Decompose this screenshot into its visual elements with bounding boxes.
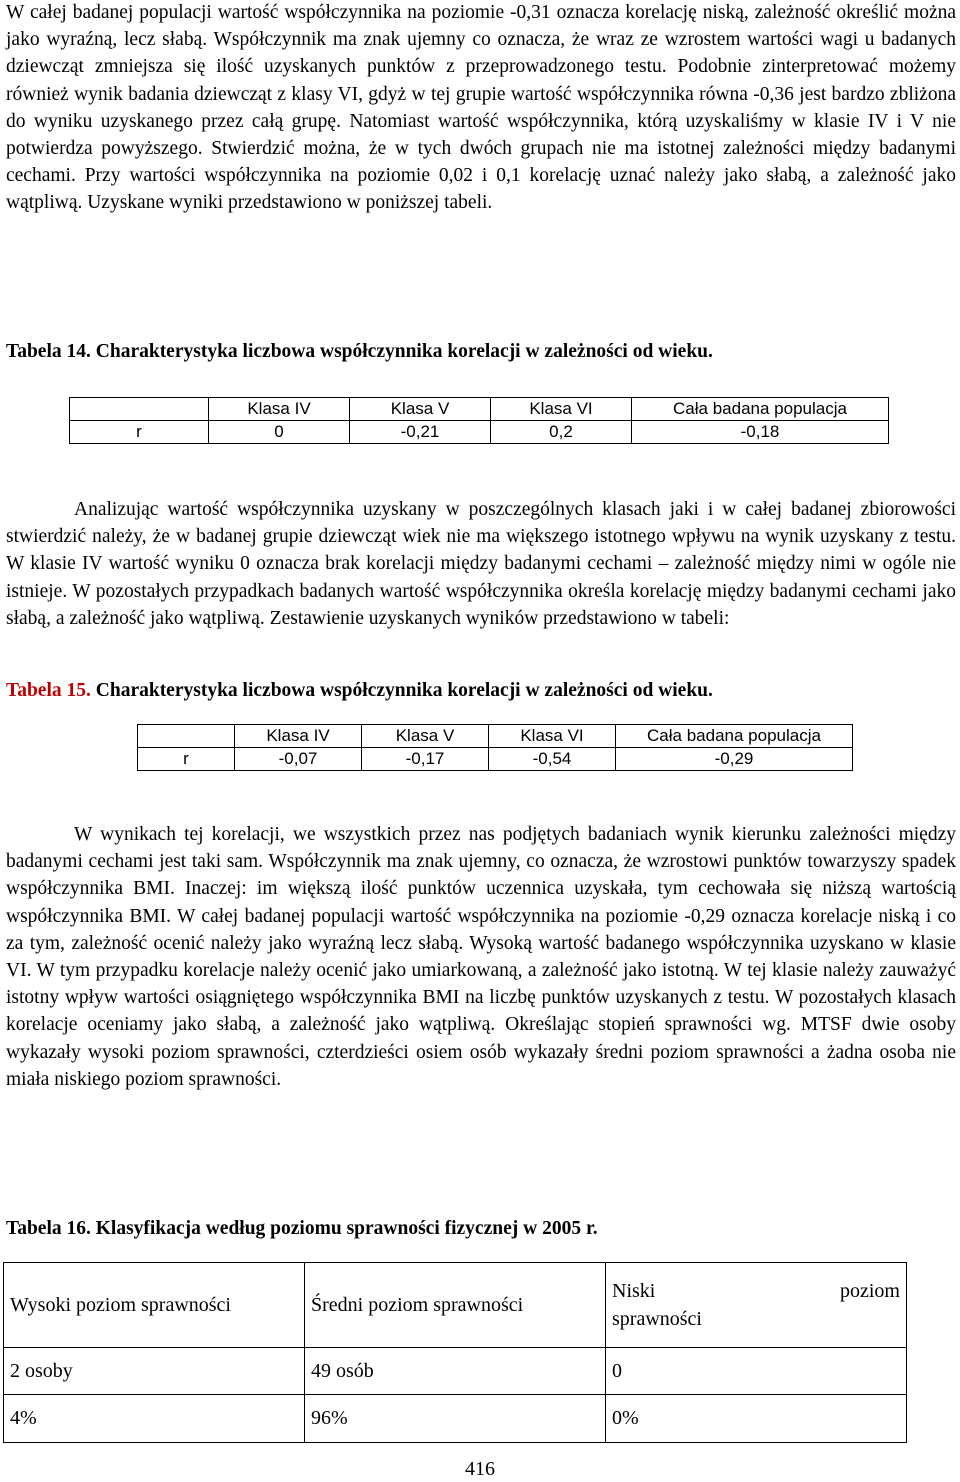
paragraph-1: W całej badanej populacji wartość współczynnika na poziomie -0,31 oznacza korelację niską, zależność określić można jako wyraźną, lecz słabą. Współczynnik ma znak ujemny co oznacza, że wraz ze wzrostem wartości wagi u badanych dziewcząt zmniejsza się ilość uzyskanych punktów z przeprowadzonego testu. Podobnie zinterpretować możemy również wynik badania dziewcząt z klasy VI, gdyż w tej grupie wartość współczynnika równa -0,36 jest bardzo zbliżona do wyniku uzyskanego przez całą grupę. Natomiast wartość współczynnika, którą uzyskaliśmy w klasie IV i V nie potwierdza powyższego. Stwierdzić można, że w tych dwóch grupach nie ma istotnej zależności między badanymi cechami. Przy wartości współczynnika na poziomie 0,02 i 0,1 korelację uznać należy jako słabą, a zależność jako wątpliwą. Uzyskane wyniki przedstawiono w poniższej tabeli. <box>6 2 956 214</box>
table-header-cell: Klasa V <box>362 725 489 748</box>
table-14-caption-text: Charakterystyka liczbowa współczynnika korelacji w zależności od wieku. <box>90 341 713 362</box>
table-header-cell: Cała badana populacja <box>616 725 853 748</box>
table-row <box>70 398 889 421</box>
paragraph-2: Analizując wartość współczynnika uzyskany w poszczególnych klasach jaki i w całej badanej zbiorowości stwierdzić należy, że w badanej grupie dziewcząt wiek nie ma większego istotnego wpływu na wynik uzyskany z testu. W klasie IV wartość wyniku 0 oznacza brak korelacji między badanymi cechami – zależność między nimi w ogóle nie istnieje. W pozostałych przypadkach badanych wartość współczynnika określa korelację między badanymi cechami jako słabą, a zależność jako wątpliwą. Zestawienie uzyskanych wyników przedstawiono w tabeli: <box>6 499 956 629</box>
table-header-line <box>612 1277 900 1305</box>
table-cell: 49 osób <box>305 1348 606 1395</box>
table-cell: 2 osoby <box>4 1348 305 1395</box>
table-14-caption <box>6 341 713 363</box>
table-header-cell <box>606 1263 907 1348</box>
table-cell: -0,17 <box>362 748 489 771</box>
table-row <box>138 748 853 771</box>
table-14 <box>69 397 889 444</box>
table-cell: 0% <box>606 1395 907 1443</box>
table-header-cell: Klasa VI <box>489 725 616 748</box>
table-header-cell: Klasa IV <box>209 398 350 421</box>
table-row <box>4 1263 907 1348</box>
table-cell: 4% <box>4 1395 305 1443</box>
table-row <box>4 1348 907 1395</box>
table-cell: -0,54 <box>489 748 616 771</box>
table-16-caption: Tabela 16. Klasyfikacja według poziomu sprawności fizycznej w 2005 r. <box>6 1218 598 1239</box>
table-cell: r <box>138 748 235 771</box>
table-cell: -0,07 <box>235 748 362 771</box>
table-header-cell: Cała badana populacja <box>632 398 889 421</box>
table-15-caption <box>6 680 713 702</box>
table-header-cell: Klasa V <box>350 398 491 421</box>
table-cell: -0,21 <box>350 421 491 444</box>
table-cell: r <box>70 421 209 444</box>
table-15 <box>137 724 853 771</box>
table-header-cell: Klasa IV <box>235 725 362 748</box>
table-row <box>138 725 853 748</box>
table-header-cell <box>70 398 209 421</box>
table-header-cell: Wysoki poziom sprawności <box>4 1263 305 1348</box>
table-cell: -0,18 <box>632 421 889 444</box>
table-header-cell: Średni poziom sprawności <box>305 1263 606 1348</box>
table-cell: 0,2 <box>491 421 632 444</box>
table-16 <box>3 1262 907 1443</box>
table-row <box>4 1395 907 1443</box>
table-cell: 0 <box>606 1348 907 1395</box>
table-cell: 96% <box>305 1395 606 1443</box>
table-header-word: Niski <box>612 1280 656 1302</box>
table-cell: 0 <box>209 421 350 444</box>
page-number: 416 <box>465 1458 495 1480</box>
table-15-caption-label: Tabela 15. <box>6 680 91 701</box>
table-row <box>70 421 889 444</box>
table-header-cell: Klasa VI <box>491 398 632 421</box>
table-header-cell <box>138 725 235 748</box>
table-cell: -0,29 <box>616 748 853 771</box>
table-14-caption-label: Tabela 14. <box>6 341 91 362</box>
paragraph-3: W wynikach tej korelacji, we wszystkich przez nas podjętych badaniach wynik kierunku zależności między badanymi cechami jest taki sam. Współczynnik ma znak ujemny, co oznacza, że wzrostowi punktów towarzyszy spadek współczynnika BMI. Inaczej: im większą ilość punktów uczennica uzyskała, tym cechowała się niższą wartością współczynnika BMI. W całej badanej populacji wartość współczynnika na poziomie -0,29 oznacza korelacje niską i co za tym, zależność ocenić należy jako wyraźną lecz słabą. Wysoką wartość badanego współczynnika uzyskano w klasie VI. W tym przypadku korelacje należy ocenić jako umiarkowaną, a zależność jako istotną. W tej klasie należy zauważyć istotny wpływ wartości osiągniętego współczynnika BMI na liczbę punktów uzyskanych z testu. W pozostałych klasach korelacje oceniamy jako słabą, a zależność jako wątpliwą. Określając stopień sprawności wg. MTSF dwie osoby wykazały wysoki poziom sprawności, czterdzieści osiem osób wykazały średni poziom sprawności a żadna osoba nie miała niskiego poziom sprawności. <box>6 824 956 1090</box>
table-15-caption-text: Charakterystyka liczbowa współczynnika korelacji w zależności od wieku. <box>90 680 713 701</box>
table-header-word: poziom <box>840 1280 900 1302</box>
table-header-line: sprawności <box>612 1308 702 1330</box>
